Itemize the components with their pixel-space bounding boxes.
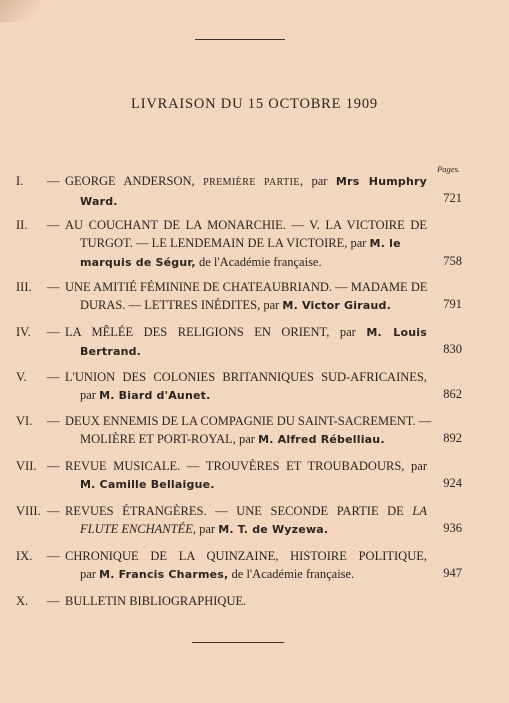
page-number: 936 [443,521,462,535]
author-name: Mrs Humphry [335,175,428,188]
page-number: 862 [443,387,462,401]
entry-number: I. [16,174,24,188]
page-number: 721 [443,191,462,205]
entry-number: II. [16,218,28,232]
entry-text: CHRONIQUE DE LA QUINZAINE, HISTOIRE POLITIQUE, par M. Francis Charmes, de l'Académie française. [65,549,427,581]
page-number: 830 [443,342,462,356]
author-name: M. T. de Wyzewa. [218,523,329,536]
entry-dash: — [47,218,60,232]
entry-number: VIII. [16,504,41,518]
entry-text: REVUES ÉTRANGÈRES. — UNE SECONDE PARTIE DE LA FLUTE ENCHANTÉE, par M. T. de Wyzewa. [65,504,427,536]
author-name: M. Francis Charmes, [99,568,229,581]
entry-text: UNE AMITIÉ FÉMININE DE CHATEAUBRIAND. — MADAME DE DURAS. — LETTRES INÉDITES, par M. Victor Giraud. [65,280,428,312]
author-name: M. Alfred Rébelliau. [258,433,385,446]
author-name: Ward. [80,195,118,208]
entry-number: III. [16,280,32,294]
page-number: 791 [443,297,462,311]
entry-dash: — [47,414,60,428]
page-number: 892 [443,431,462,445]
bottom-rule [192,642,284,643]
entry-dash: — [47,459,60,473]
entry-number: IX. [16,549,33,563]
entry-text: REVUE MUSICALE. — TROUVÈRES ET TROUBADOURS, par M. Camille Bellaigue. [65,459,427,491]
entry-text: LA MÊLÉE DES RELIGIONS EN ORIENT, par M. Louis Bertrand. [65,325,427,358]
entry-text: L'UNION DES COLONIES BRITANNIQUES SUD-AFRICAINES, par M. Biard d'Aunet. [65,370,427,402]
page-number: 947 [443,566,462,580]
entry-text: GEORGE ANDERSON, PREMIÈRE PARTIE, par Mrs Humphry Ward. [65,174,428,208]
entry-dash: — [47,370,60,384]
entry-text: DEUX ENNEMIS DE LA COMPAGNIE DU SAINT-SACREMENT. — MOLIÈRE ET PORT-ROYAL, par M. Alfred Rébelliau. [65,414,432,446]
author-name: M. le [369,237,401,250]
entry-dash: — [47,174,60,188]
pages-column-label: Pages. [437,164,460,174]
entry-dash: — [47,549,60,563]
author-name: marquis de Ségur, [80,256,196,269]
page-title: LIVRAISON DU 15 OCTOBRE 1909 [131,96,378,112]
entry-number: X. [16,594,29,608]
entry-dash: — [47,280,60,294]
entry-number: IV. [16,325,31,339]
entry-dash: — [47,594,60,608]
entry-number: VI. [16,414,33,428]
entry-text: BULLETIN BIBLIOGRAPHIQUE. [65,594,247,608]
author-name: Bertrand. [80,345,142,358]
entry-number: V. [16,370,27,384]
author-name: M. Camille Bellaigue. [80,478,215,491]
author-name: M. Victor Giraud. [282,299,391,312]
entry-dash: — [47,325,60,339]
page-number: 924 [443,476,462,490]
page-number: 758 [443,254,462,268]
entry-number: VII. [16,459,37,473]
entry-dash: — [47,504,60,518]
author-name: M. Biard d'Aunet. [99,389,211,402]
author-name: M. Louis [366,326,427,339]
entry-text: AU COUCHANT DE LA MONARCHIE. — V. LA VICTOIRE DE TURGOT. — LE LENDEMAIN DE LA VICTOIRE, par M. le marquis de Ségur, de l'Académie française. [65,218,427,269]
